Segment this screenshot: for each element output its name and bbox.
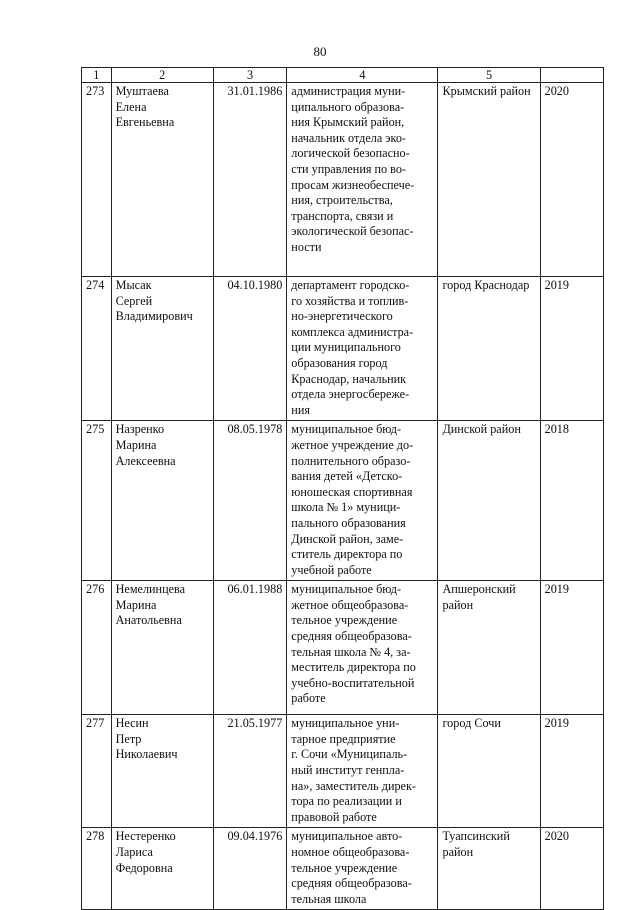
district: Динской район <box>438 421 540 581</box>
column-header: 4 <box>287 68 438 83</box>
row-number: 274 <box>82 277 112 421</box>
birth-date: 31.01.1986 <box>213 83 287 277</box>
column-header: 2 <box>111 68 213 83</box>
organization-position: муниципальное уни- тарное предприятие г. Сочи «Муниципаль- ный институт генпла- на», заместитель дирек- тора по реализации и правовой работе <box>287 715 438 828</box>
organization-position: муниципальное авто- номное общеобразова- тельное учреждение средняя общеобразова- тельная школа <box>287 828 438 910</box>
organization-position: администрация муни- ципального образова- ния Крымский район, начальник отдела эко- логической безопасно- сти управления по во- просам жизнеобеспече- ния, строительства, транспорта, связи и экологической безопас- ности <box>287 83 438 277</box>
column-header <box>540 68 603 83</box>
table-row <box>82 83 604 277</box>
year: 2019 <box>540 277 603 421</box>
district: Крымский район <box>438 83 540 277</box>
district: Туапсинский район <box>438 828 540 910</box>
birth-date: 09.04.1976 <box>213 828 287 910</box>
row-number: 275 <box>82 421 112 581</box>
birth-date: 04.10.1980 <box>213 277 287 421</box>
person-name: Нестеренко Лариса Федоровна <box>111 828 213 910</box>
column-header: 5 <box>438 68 540 83</box>
row-number: 278 <box>82 828 112 910</box>
person-name: Муштаева Елена Евгеньевна <box>111 83 213 277</box>
birth-date: 08.05.1978 <box>213 421 287 581</box>
organization-position: муниципальное бюд- жетное учреждение до- полнительного образо- вания детей «Детско- юношеская спортивная школа № 1» муници- пального образования Динской район, заме- ститель директора по учебной работе <box>287 421 438 581</box>
person-name: Несин Петр Николаевич <box>111 715 213 828</box>
year: 2019 <box>540 581 603 715</box>
year: 2018 <box>540 421 603 581</box>
district: город Сочи <box>438 715 540 828</box>
column-number-row <box>82 68 604 83</box>
table-row <box>82 828 604 910</box>
year: 2020 <box>540 83 603 277</box>
row-number: 273 <box>82 83 112 277</box>
register-table <box>81 67 604 910</box>
row-number: 277 <box>82 715 112 828</box>
table-row <box>82 581 604 715</box>
table-row <box>82 421 604 581</box>
page-number: 80 <box>313 44 327 59</box>
row-number: 276 <box>82 581 112 715</box>
birth-date: 21.05.1977 <box>213 715 287 828</box>
organization-position: муниципальное бюд- жетное общеобразова- тельное учреждение средняя общеобразова- тельная школа № 4, за- меститель директора по учебно-воспитательной работе <box>287 581 438 715</box>
table-row <box>82 715 604 828</box>
district: Апшеронский район <box>438 581 540 715</box>
table-row <box>82 277 604 421</box>
birth-date: 06.01.1988 <box>213 581 287 715</box>
person-name: Назренко Марина Алексеевна <box>111 421 213 581</box>
district: город Краснодар <box>438 277 540 421</box>
year: 2020 <box>540 828 603 910</box>
person-name: Мысак Сергей Владимирович <box>111 277 213 421</box>
year: 2019 <box>540 715 603 828</box>
person-name: Немелинцева Марина Анатольевна <box>111 581 213 715</box>
column-header: 1 <box>82 68 112 83</box>
organization-position: департамент городско- го хозяйства и топлив- но-энергетического комплекса администра- ции муниципального образования город Краснодар, начальник отдела энергосбереже- ния <box>287 277 438 421</box>
column-header: 3 <box>213 68 287 83</box>
